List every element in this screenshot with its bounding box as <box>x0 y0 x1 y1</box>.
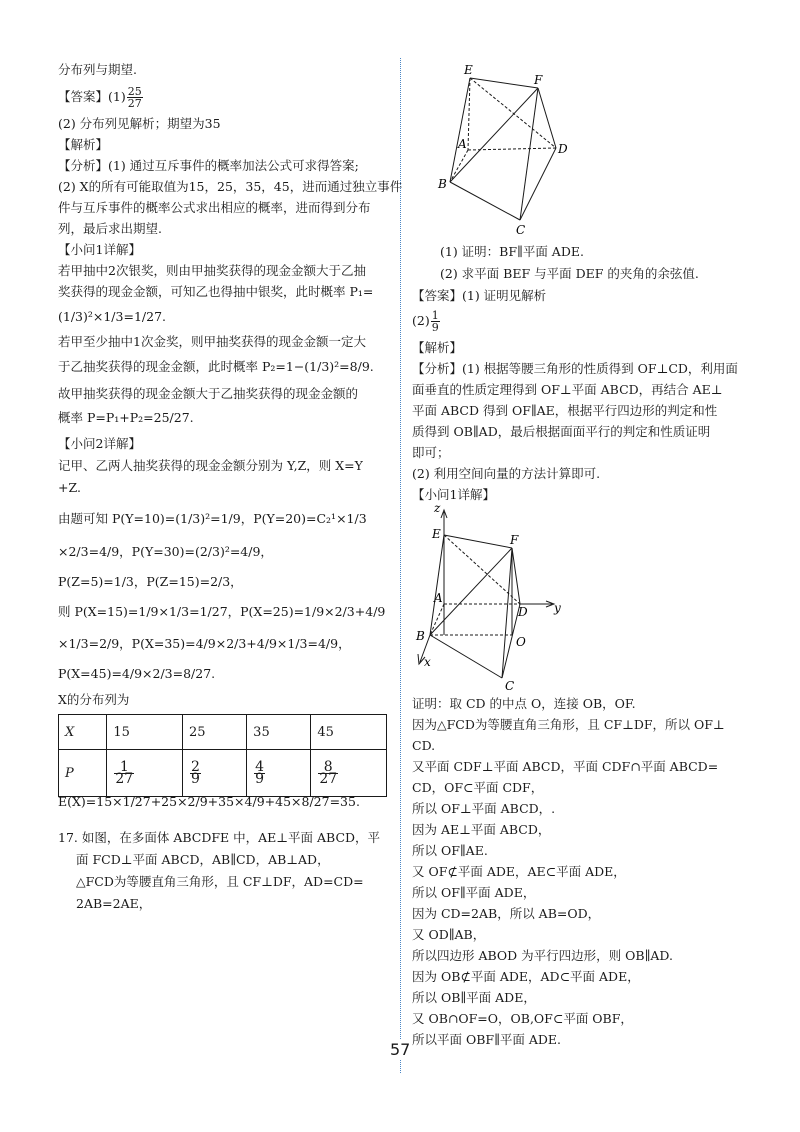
table-fraction <box>318 758 338 787</box>
math-line: P(X=45)=4/9×2/3=8/27. <box>58 666 216 681</box>
edge <box>470 78 538 88</box>
question-text: △FCD为等腰直角三角形，且 CF⊥DF，AD=CD= <box>76 874 364 889</box>
coordinate-figure <box>412 500 572 690</box>
vertex-label: E <box>432 527 441 541</box>
table-cell: X <box>59 715 107 750</box>
question-text: 2AB=2AE， <box>76 896 152 911</box>
math-line: (1/3)²×1/3=1/27. <box>58 309 166 324</box>
text-line: 若甲抽中2次银奖，则由甲抽奖获得的现金金额大于乙抽 <box>58 263 366 278</box>
fraction-num: 8 <box>318 762 338 774</box>
fraction-den: 27 <box>115 770 134 787</box>
math-line: E(X)=15×1/27+25×2/9+35×4/9+45×8/27=35. <box>58 794 360 809</box>
proof-line: 因为 OB⊄平面 ADE，AD⊂平面 ADE， <box>412 969 640 984</box>
distribution-table <box>58 714 387 797</box>
proof-line: 证明：取 CD 的中点 O，连接 OB，OF. <box>412 696 636 711</box>
math-line: P(Z=5)=1/3，P(Z=15)=2/3， <box>58 574 243 589</box>
table-cell <box>183 750 247 797</box>
math-line: 概率 P=P₁+P₂=25/27. <box>58 410 194 425</box>
vertex-label: C <box>505 679 515 690</box>
proof-line: 所以 OF⊥平面 ABCD，. <box>412 801 556 816</box>
text-line: X的分布列为 <box>58 692 130 707</box>
edge <box>450 78 470 182</box>
text-line: 件与互斥事件的概率公式求出相应的概率，进而得到分布 <box>58 200 371 215</box>
text-line: 【分析】(1) 根据等腰三角形的性质得到 OF⊥CD，利用面 <box>412 361 738 376</box>
edge <box>430 635 502 678</box>
vertex-label: B <box>416 629 425 643</box>
vertex-label: F <box>534 73 543 87</box>
proof-line: 因为△FCD为等腰直角三角形，且 CF⊥DF，所以 OF⊥ <box>412 717 725 732</box>
answer-line: 【答案】(1) 证明见解析 <box>412 288 547 303</box>
answer-part-1: (1) <box>108 89 126 104</box>
table-fraction <box>254 758 265 787</box>
edge <box>450 88 538 182</box>
table-cell: 15 <box>107 715 183 750</box>
math-line: ×2/3=4/9，P(Y=30)=(2/3)²=4/9， <box>58 544 273 559</box>
proof-line: 所以四边形 ABOD 为平行四边形，则 OB∥AD. <box>412 948 673 963</box>
fraction-num: 4 <box>255 758 265 775</box>
table-cell: P <box>59 750 107 797</box>
answer-fraction <box>127 86 143 109</box>
table-fraction <box>114 758 134 787</box>
proof-line: 又 OB∩OF=O，OB,OF⊂平面 OBF， <box>412 1011 633 1026</box>
text-line: 奖获得的现金金额，可知乙也得抽中银奖，此时概率 P₁= <box>58 284 374 299</box>
question-text: 17. 如图，在多面体 ABCDFE 中，AE⊥平面 ABCD，平 <box>58 830 381 845</box>
text-line: 即可； <box>412 445 450 460</box>
proof-line: 所以 OF∥AE. <box>412 843 488 858</box>
section-heading: 【解析】 <box>412 340 463 355</box>
vertex-label: A <box>458 137 467 151</box>
hidden-edge <box>470 78 556 148</box>
section-heading: 【小问1详解】 <box>412 487 495 502</box>
section-heading: 【小问2详解】 <box>58 436 141 451</box>
section-heading: 【小问1详解】 <box>58 242 141 257</box>
math-line: 由题可知 P(Y=10)=(1/3)²=1/9，P(Y=20)=C₂¹×1/3 <box>58 511 367 526</box>
proof-line: 所以 OB∥平面 ADE， <box>412 990 536 1005</box>
answer-fraction <box>431 310 440 333</box>
question-part: (2) 求平面 BEF 与平面 DEF 的夹角的余弦值. <box>440 266 699 281</box>
table-fraction <box>190 758 201 787</box>
edge <box>444 535 512 548</box>
vertex-label: D <box>558 142 568 156</box>
text-line: +Z. <box>58 480 81 495</box>
text-line: 列，最后求出期望. <box>58 221 162 236</box>
fraction-den: 27 <box>127 97 142 110</box>
axis-label: x <box>424 655 431 669</box>
proof-line: 又平面 CDF⊥平面 ABCD，平面 CDF∩平面 ABCD= <box>412 759 719 774</box>
fraction-den: 27 <box>319 770 338 787</box>
text-line: 【分析】(1) 通过互斥事件的概率加法公式可求得答案; <box>58 158 359 173</box>
table-cell: 35 <box>247 715 311 750</box>
answer-part-2: (2) <box>412 313 430 328</box>
math-line: ×1/3=2/9，P(X=35)=4/9×2/3+4/9×1/3=4/9， <box>58 636 351 651</box>
fraction-num: 1 <box>431 309 439 322</box>
vertex-label: C <box>516 223 526 237</box>
vertex-label: F <box>510 533 519 547</box>
text-line: 于乙抽奖获得的现金金额，此时概率 P₂=1−(1/3)²=8/9. <box>58 359 374 374</box>
text-line: 故甲抽奖获得的现金金额大于乙抽奖获得的现金金额的 <box>58 386 359 401</box>
proof-line: 又 OF⊄平面 ADE，AE⊂平面 ADE， <box>412 864 626 879</box>
hidden-edge <box>444 535 520 604</box>
axis-label: y <box>554 601 561 615</box>
section-heading: 【解析】 <box>58 137 109 152</box>
text-line: 分布列与期望. <box>58 62 137 77</box>
text-line: 若甲至少抽中1次金奖，则甲抽奖获得的现金金额一定大 <box>58 334 366 349</box>
vertex-label: O <box>516 635 526 649</box>
fraction-den: 9 <box>191 770 200 787</box>
vertex-label: D <box>518 605 528 619</box>
answer-tag: 【答案】 <box>58 89 109 104</box>
text-line: (2) X的所有可能取值为15，25，35，45，进而通过独立事件 <box>58 179 403 194</box>
edge <box>520 88 538 220</box>
column-divider <box>400 58 401 1073</box>
table-cell <box>107 750 183 797</box>
fraction-num: 1 <box>114 762 134 774</box>
table-row <box>59 715 387 750</box>
edge <box>512 548 520 604</box>
proof-line: 又 OD∥AB， <box>412 927 486 942</box>
vertex-label: A <box>434 591 443 605</box>
math-line: 则 P(X=15)=1/9×1/3=1/27，P(X=25)=1/9×2/3+4/9 <box>58 604 386 619</box>
fraction-num: 25 <box>127 85 142 98</box>
polyhedron-figure <box>430 60 590 240</box>
edge <box>450 182 520 220</box>
table-cell <box>247 750 311 797</box>
table-cell: 25 <box>183 715 247 750</box>
proof-line: 所以平面 OBF∥平面 ADE. <box>412 1032 561 1047</box>
text-line: 平面 ABCD 得到 OF∥AE，根据平行四边形的判定和性 <box>412 403 718 418</box>
fraction-num: 2 <box>191 758 200 775</box>
text-line: (2) 分布列见解析；期望为35 <box>58 116 221 131</box>
table-cell: 45 <box>311 715 387 750</box>
proof-line: 因为 CD=2AB，所以 AB=OD， <box>412 906 601 921</box>
axis-label: z <box>434 501 441 515</box>
proof-line: CD，OF⊂平面 CDF， <box>412 780 544 795</box>
fraction-den: 9 <box>255 770 265 787</box>
vertex-label: B <box>438 177 447 191</box>
vertex-label: E <box>464 63 473 77</box>
answer-line <box>58 86 144 109</box>
table-row <box>59 750 387 797</box>
answer-line <box>412 310 441 333</box>
edge <box>538 88 556 148</box>
proof-line: CD. <box>412 738 436 753</box>
table-cell <box>311 750 387 797</box>
question-part: (1) 证明：BF∥平面 ADE. <box>440 244 584 259</box>
page-number: 57 <box>390 1040 411 1059</box>
question-text: 面 FCD⊥平面 ABCD，AB∥CD，AB⊥AD， <box>76 852 330 867</box>
text-line: 面垂直的性质定理得到 OF⊥平面 ABCD，再结合 AE⊥ <box>412 382 723 397</box>
fraction-den: 9 <box>431 321 439 334</box>
text-line: 质得到 OB∥AD，最后根据面面平行的判定和性质证明 <box>412 424 711 439</box>
proof-line: 因为 AE⊥平面 ABCD， <box>412 822 551 837</box>
text-line: (2) 利用空间向量的方法计算即可. <box>412 466 601 481</box>
text-line: 记甲、乙两人抽奖获得的现金金额分别为 Y,Z，则 X=Y <box>58 458 363 473</box>
proof-line: 所以 OF∥平面 ADE， <box>412 885 536 900</box>
